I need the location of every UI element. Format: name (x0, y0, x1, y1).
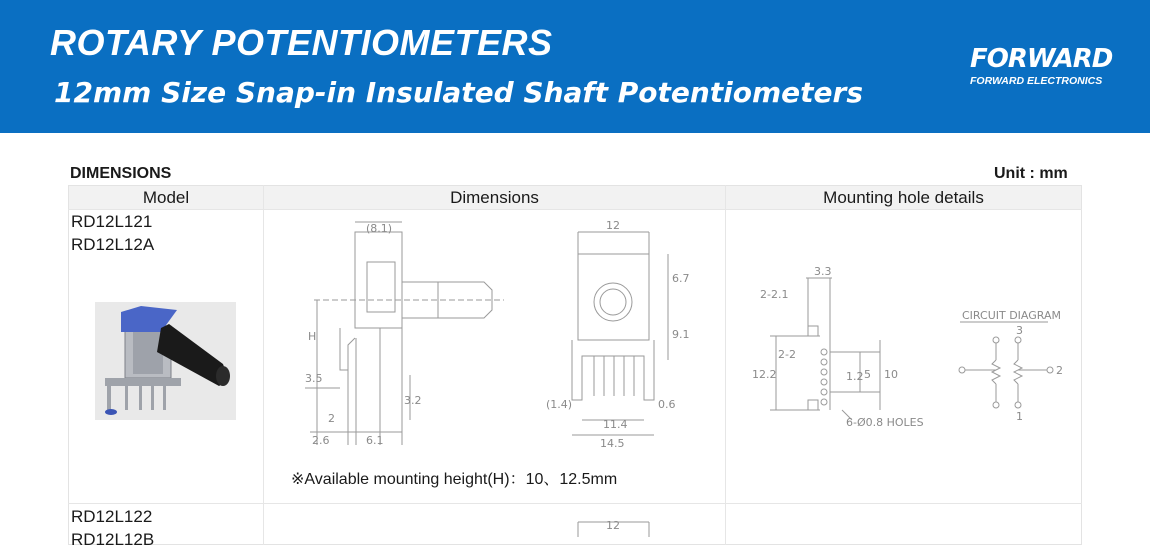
dim-label: 12 (606, 519, 620, 532)
dim-label: 14.5 (600, 437, 625, 450)
circuit-pin-label: 3 (1016, 324, 1023, 337)
circuit-diagram-title: CIRCUIT DIAGRAM (962, 309, 1061, 322)
dim-label: 6-Ø0.8 HOLES (846, 416, 924, 429)
dim-label: H (308, 330, 317, 343)
section-title: DIMENSIONS (70, 165, 172, 182)
dim-label: 3.5 (305, 372, 323, 385)
dim-label: 9.1 (672, 328, 690, 341)
dim-label: 2-2 (778, 348, 796, 361)
dim-label: 12.2 (752, 368, 777, 381)
dim-label: (1.4) (546, 398, 573, 411)
circuit-diagram (959, 322, 1053, 408)
dim-label: 12 (606, 219, 620, 232)
circuit-pin-label: 1 (1016, 410, 1023, 423)
model-name: RD12L12B (71, 530, 155, 549)
dim-label: 6.1 (366, 434, 384, 447)
dim-label: 6.7 (672, 272, 690, 285)
column-header-dimensions: Dimensions (450, 188, 539, 207)
brand-logo-subtitle: FORWARD ELECTRONICS (970, 75, 1103, 87)
dim-label: 1.2 (846, 370, 864, 383)
unit-label: Unit : mm (994, 165, 1068, 182)
dim-label: 5 (864, 368, 871, 381)
dim-label: 10 (884, 368, 898, 381)
page-subtitle: 12mm Size Snap-in Insulated Shaft Potentiometers (54, 76, 864, 109)
circuit-pin-label: 2 (1056, 364, 1063, 377)
column-header-mounting: Mounting hole details (823, 188, 984, 207)
model-name: RD12L121 (71, 212, 153, 231)
dim-label: 2-2.1 (760, 288, 789, 301)
mounting-height-note: ※Available mounting height(H)：10、12.5mm (291, 471, 618, 488)
dim-label: 3.3 (814, 265, 832, 278)
page-title: ROTARY POTENTIOMETERS (50, 22, 553, 63)
model-name: RD12L12A (71, 235, 155, 254)
column-header-model: Model (142, 188, 190, 207)
dim-label: 11.4 (603, 418, 628, 431)
dim-label: 2 (328, 412, 335, 425)
dim-label: 3.2 (404, 394, 422, 407)
model-name: RD12L122 (71, 507, 153, 526)
dim-label: 0.6 (658, 398, 676, 411)
front-view-drawing (572, 232, 668, 435)
dim-label: 2.6 (312, 434, 330, 447)
dim-label: (8.1) (366, 222, 393, 235)
brand-logo: FORWARD (970, 44, 1113, 74)
